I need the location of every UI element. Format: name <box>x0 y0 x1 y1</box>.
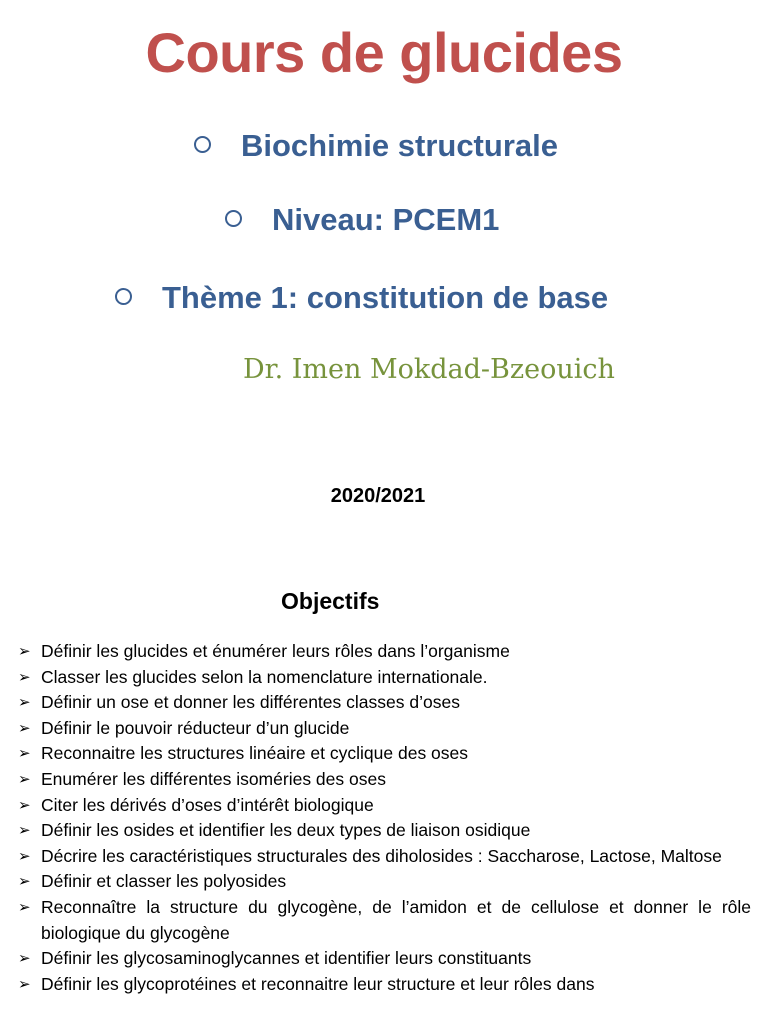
arrowhead-bullet-icon: ➢ <box>18 822 31 840</box>
objective-text: Définir un ose et donner les différentes classes d’oses <box>41 692 460 713</box>
arrowhead-bullet-icon: ➢ <box>18 847 31 865</box>
subtitle-theme-text: Thème 1: constitution de base <box>162 280 609 315</box>
objective-item <box>18 844 751 870</box>
arrowhead-bullet-icon: ➢ <box>18 719 31 737</box>
objective-text: Enumérer les différentes isoméries des oses <box>41 768 386 789</box>
objective-text: Reconnaître la structure du glycogène, de l’amidon et de cellulose et donner le rôle biologique du glycogène <box>41 896 751 943</box>
objective-text: Définir les osides et identifier les deux types de liaison osidique <box>41 820 531 841</box>
subtitle-discipline <box>194 126 558 166</box>
objective-item <box>18 818 751 844</box>
arrowhead-bullet-icon: ➢ <box>18 694 31 712</box>
objective-text: Définir les glycosaminoglycannes et identifier leurs constituants <box>41 948 532 969</box>
objective-text: Décrire les caractéristiques structurales des diholosides : Saccharose, Lactose, Maltose <box>41 845 722 866</box>
objectives-list <box>18 639 751 997</box>
objective-item <box>18 639 751 665</box>
objective-item <box>18 895 751 946</box>
circle-bullet-icon <box>194 136 211 153</box>
circle-bullet-icon <box>115 288 132 305</box>
objective-item <box>18 741 751 767</box>
arrowhead-bullet-icon: ➢ <box>18 668 31 686</box>
course-title: Cours de glucides <box>145 21 623 84</box>
objective-item <box>18 793 751 819</box>
arrowhead-bullet-icon: ➢ <box>18 643 31 660</box>
objective-text: Classer les glucides selon la nomenclature internationale. <box>41 666 488 687</box>
objective-item <box>18 716 751 742</box>
objective-item <box>18 690 751 716</box>
objective-item <box>18 972 751 998</box>
arrowhead-bullet-icon: ➢ <box>18 950 31 968</box>
objective-text: Définir les glucides et énumérer leurs rôles dans l’organisme <box>41 641 510 661</box>
arrowhead-bullet-icon: ➢ <box>18 745 31 763</box>
subtitle-discipline-text: Biochimie structurale <box>241 128 558 163</box>
arrowhead-bullet-icon: ➢ <box>18 898 31 916</box>
objective-text: Définir les glycoprotéines et reconnaitre leur structure et leur rôles dans <box>41 973 595 994</box>
subtitle-level-text: Niveau: PCEM1 <box>272 202 500 237</box>
arrowhead-bullet-icon: ➢ <box>18 796 31 814</box>
subtitle-theme <box>115 278 608 318</box>
circle-bullet-icon <box>225 210 242 227</box>
author-name: Dr. Imen Mokdad-Bzeouich <box>243 354 615 385</box>
arrowhead-bullet-icon: ➢ <box>18 975 31 993</box>
academic-year: 2020/2021 <box>330 485 426 507</box>
objective-text: Définir et classer les polyosides <box>41 871 287 892</box>
objective-text: Définir le pouvoir réducteur d’un glucide <box>41 717 350 738</box>
objectives-heading: Objectifs <box>281 588 380 614</box>
objective-item <box>18 665 751 691</box>
arrowhead-bullet-icon: ➢ <box>18 770 31 788</box>
subtitle-level <box>225 200 499 240</box>
arrowhead-bullet-icon: ➢ <box>18 873 31 891</box>
objective-item <box>18 767 751 793</box>
objective-item <box>18 946 751 972</box>
objective-text: Reconnaitre les structures linéaire et cyclique des oses <box>41 743 469 764</box>
objective-text: Citer les dérivés d’oses d’intérêt biologique <box>41 794 374 815</box>
objective-item <box>18 869 751 895</box>
